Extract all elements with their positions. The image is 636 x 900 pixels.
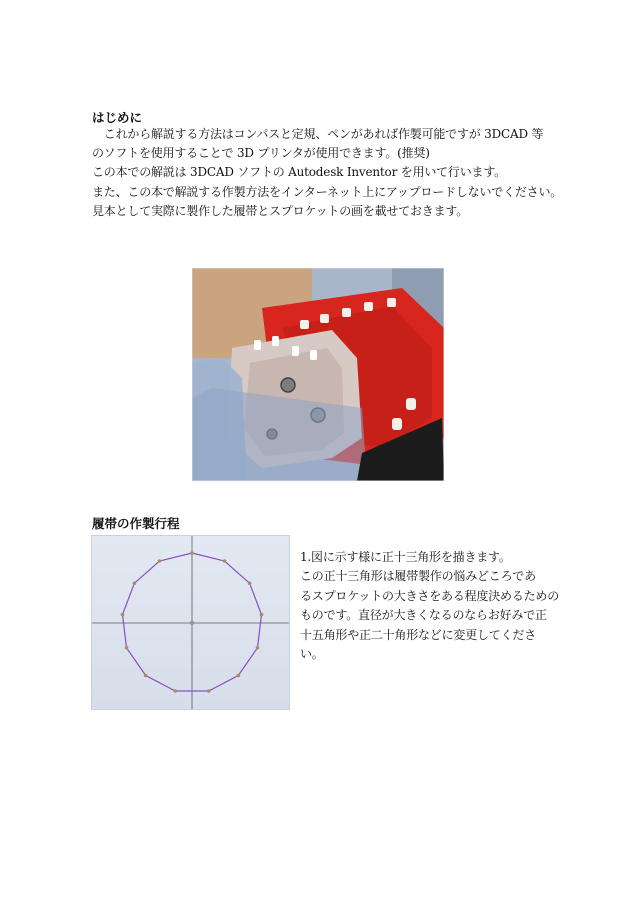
polygon-vertex	[237, 674, 241, 678]
track-sprocket-photo	[192, 268, 444, 481]
polygon-vertex	[158, 559, 162, 563]
polygon-vertex	[256, 646, 260, 650]
step-line: この正十三角形は履帯製作の悩みどころであ	[300, 569, 536, 584]
intro-line: のソフトを使用することで 3D プリンタが使用できます。(推奨)	[92, 146, 430, 161]
polygon-vertex	[121, 613, 125, 617]
polygon-vertex	[260, 613, 264, 617]
step-line: ものです。直径が大きくなるのならお好みで正	[300, 608, 547, 623]
process-heading: 履帯の作製行程	[92, 516, 180, 531]
step-line: い。	[300, 647, 324, 662]
polygon-vertex	[173, 689, 177, 693]
intro-line: この本での解説は 3DCAD ソフトの Autodesk Inventor を用いて行います。	[92, 165, 506, 180]
polygon-vertex	[207, 689, 211, 693]
intro-line: また、この本で解説する作製方法をインターネット上にアップロードしないでください。	[92, 184, 563, 199]
step-line: るスプロケットの大きさをある程度決めるための	[300, 588, 560, 603]
intro-heading: はじめに	[92, 110, 143, 125]
cad-sketch-view	[91, 535, 290, 710]
process-step-text	[300, 548, 559, 664]
intro-line: これから解説する方法はコンパスと定規、ペンがあれば作製可能ですが 3DCAD 等	[92, 127, 544, 141]
polygon-vertex	[133, 581, 137, 585]
step-line: 1.図に示す様に正十三角形を描きます。	[300, 550, 511, 564]
polygon-vertex	[125, 646, 129, 650]
step-line: 十五角形や正二十角形などに変更してくださ	[300, 627, 537, 642]
intro-paragraph	[92, 125, 562, 221]
polygon-vertex	[248, 581, 252, 585]
center-point	[190, 621, 194, 625]
polygon-vertex	[190, 551, 194, 555]
intro-line: 見本として実際に製作した履帯とスプロケットの画を載せておきます。	[92, 203, 469, 218]
polygon-vertex	[223, 559, 227, 563]
tridecagon-sketch	[92, 536, 289, 709]
polygon-vertex	[144, 674, 148, 678]
track-sprocket-illustration	[192, 268, 444, 481]
